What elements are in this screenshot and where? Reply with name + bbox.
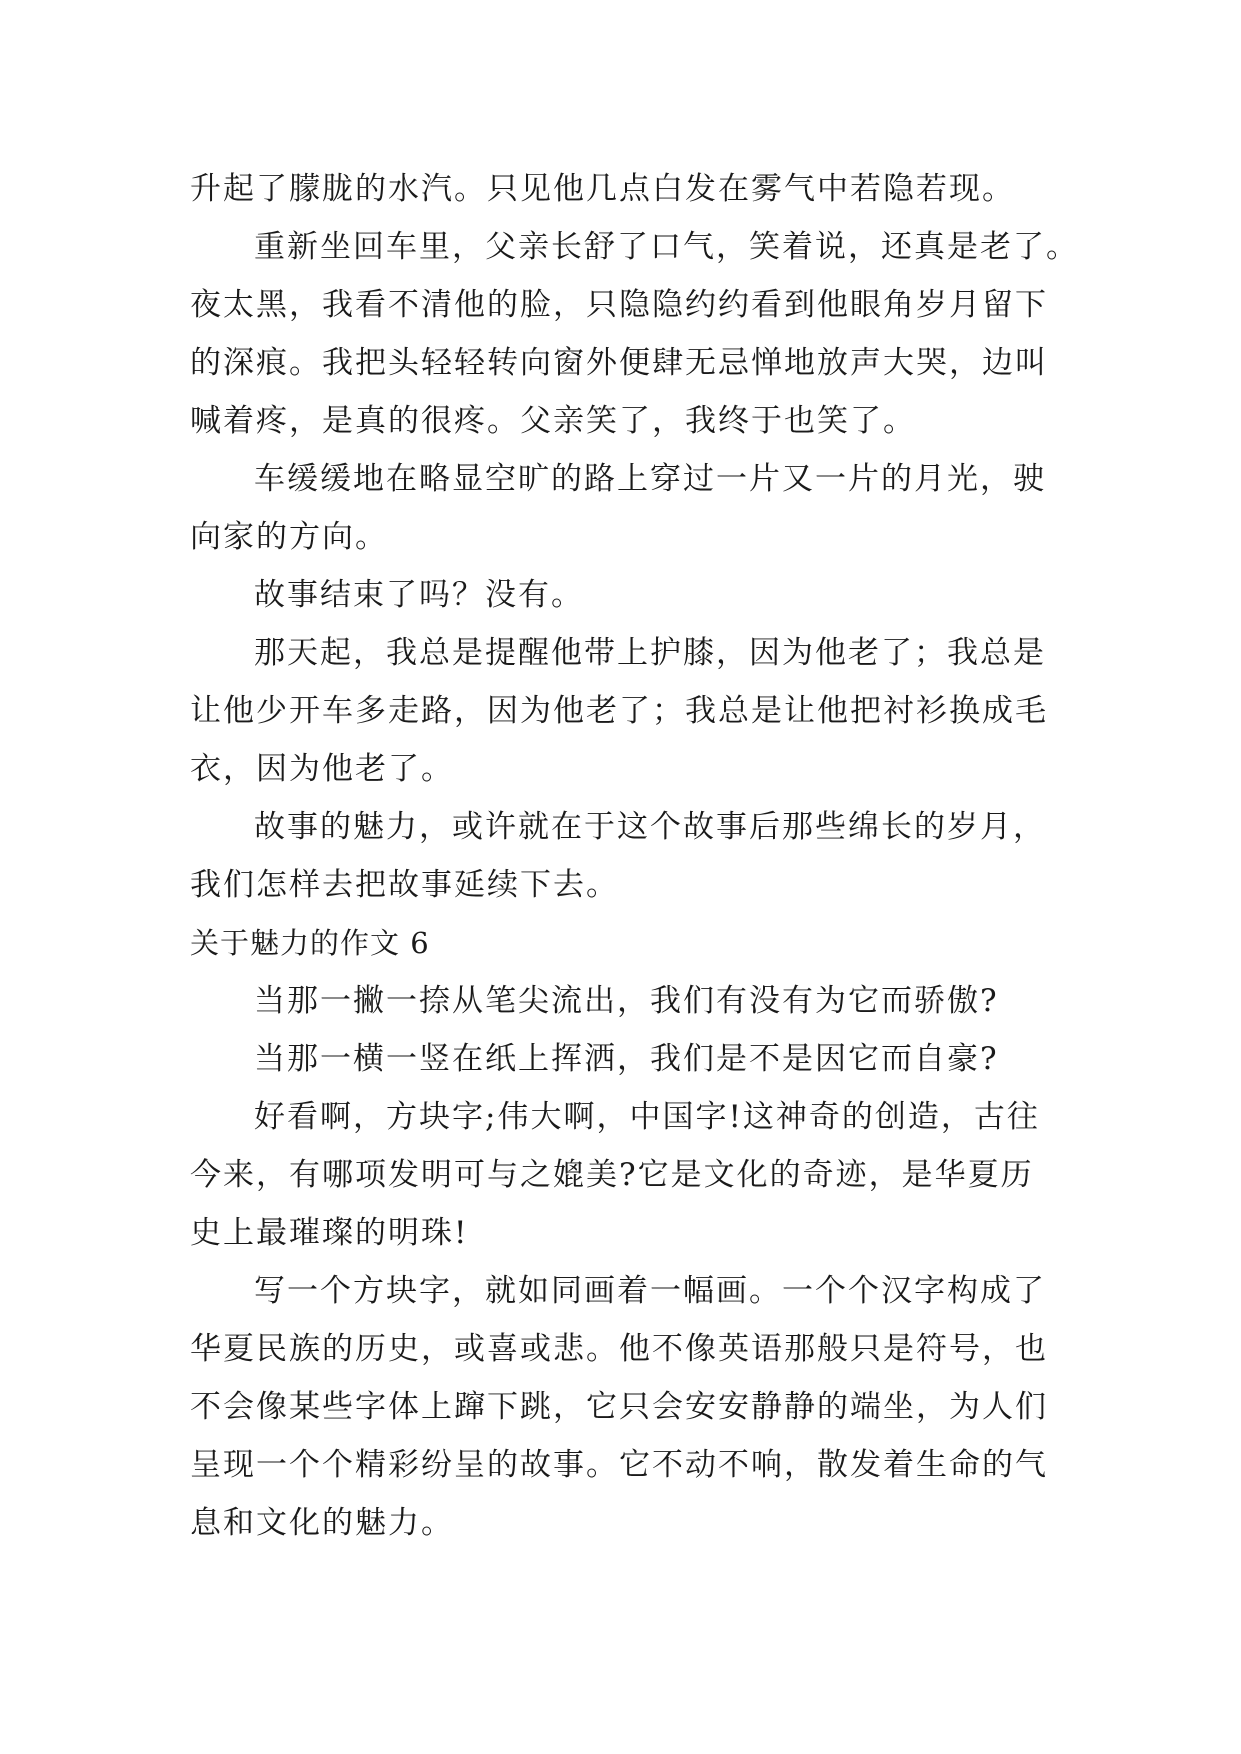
paragraph-line: 的深痕。我把头轻轻转向窗外便肆无忌惮地放声大哭，边叫: [190, 345, 1048, 381]
paragraph-line: 不会像某些字体上蹿下跳，它只会安安静静的端坐，为人们: [190, 1389, 1048, 1425]
paragraph-line: 写一个方块字，就如同画着一幅画。一个个汉字构成了: [254, 1273, 1046, 1309]
paragraph-line: 那天起，我总是提醒他带上护膝，因为他老了；我总是: [254, 635, 1046, 671]
paragraph-line: 车缓缓地在略显空旷的路上穿过一片又一片的月光，驶: [254, 461, 1046, 497]
paragraph-line: 史上最璀璨的明珠!: [190, 1215, 469, 1251]
section-heading: 关于魅力的作文 6: [190, 926, 430, 960]
paragraph-line: 夜太黑，我看不清他的脸，只隐隐约约看到他眼角岁月留下: [190, 287, 1048, 323]
paragraph-line: 喊着疼，是真的很疼。父亲笑了，我终于也笑了。: [190, 403, 916, 439]
paragraph-line: 重新坐回车里，父亲长舒了口气，笑着说，还真是老了。: [254, 229, 1079, 265]
paragraph-line: 息和文化的魅力。: [190, 1505, 454, 1541]
paragraph-line: 故事的魅力，或许就在于这个故事后那些绵长的岁月，: [254, 809, 1046, 845]
paragraph-line: 当那一横一竖在纸上挥洒，我们是不是因它而自豪?: [254, 1041, 999, 1077]
paragraph-line: 故事结束了吗？没有。: [254, 577, 584, 613]
paragraph-line: 让他少开车多走路，因为他老了；我总是让他把衬衫换成毛: [190, 693, 1048, 729]
paragraph-line: 向家的方向。: [190, 519, 388, 555]
essay-body: [190, 160, 1079, 1552]
paragraph-line: 华夏民族的历史，或喜或悲。他不像英语那般只是符号，也: [190, 1331, 1048, 1367]
paragraph-line: 呈现一个个精彩纷呈的故事。它不动不响，散发着生命的气: [190, 1447, 1048, 1483]
paragraph-line: 升起了朦胧的水汽。只见他几点白发在雾气中若隐若现。: [190, 171, 1015, 207]
paragraph-line: 今来，有哪项发明可与之媲美?它是文化的奇迹，是华夏历: [190, 1157, 1034, 1193]
paragraph-line: 好看啊，方块字;伟大啊，中国字!这神奇的创造，古往: [254, 1099, 1040, 1135]
paragraph-line: 衣，因为他老了。: [190, 751, 454, 787]
paragraph-line: 当那一撇一捺从笔尖流出，我们有没有为它而骄傲?: [254, 983, 999, 1019]
paragraph-line: 我们怎样去把故事延续下去。: [190, 867, 619, 903]
